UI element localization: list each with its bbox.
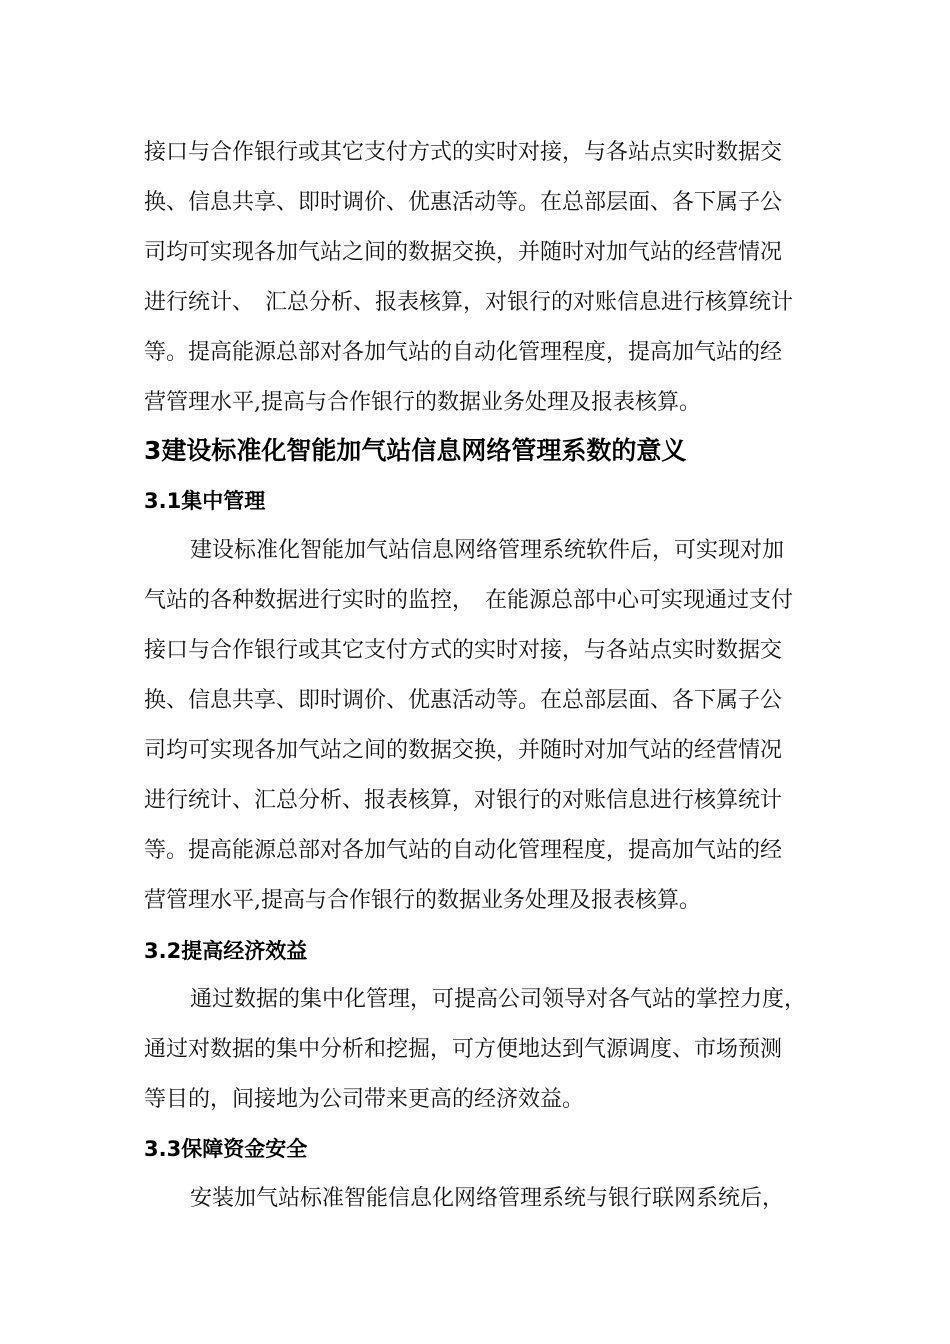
subsection-heading: 3.2提高经济效益 [144,939,308,963]
paragraph-line: 接口与合作银行或其它支付方式的实时对接，与各站点实时数据交 [144,140,783,165]
paragraph-line: 司均可实现各加气站之间的数据交换，并随时对加气站的经营情况 [144,240,783,265]
paragraph-line: 通过数据的集中化管理，可提高公司领导对各气站的掌控力度， [190,987,807,1012]
paragraph-line: 等。提高能源总部对各加气站的自动化管理程度，提高加气站的经 [144,340,783,365]
subsection-heading: 3.3保障资金安全 [144,1137,308,1161]
paragraph-line: 建设标准化智能加气站信息网络管理系统软件后，可实现对加 [190,538,785,563]
paragraph-line: 换、信息共享、即时调价、优惠活动等。在总部层面、各下属子公 [144,190,783,215]
subsection-heading: 3.1集中管理 [144,489,266,513]
paragraph-line: 司均可实现各加气站之间的数据交换，并随时对加气站的经营情况 [144,738,783,763]
paragraph-line: 进行统计、汇总分析、报表核算，对银行的对账信息进行核算统计 [144,788,783,813]
paragraph-line: 营管理水平,提高与合作银行的数据业务处理及报表核算。 [144,888,701,913]
paragraph-line: 接口与合作银行或其它支付方式的实时对接，与各站点实时数据交 [144,638,783,663]
paragraph-line: 进行统计、 汇总分析、报表核算，对银行的对账信息进行核算统计 [144,290,794,315]
paragraph-line: 气站的各种数据进行实时的监控， 在能源总部中心可实现通过支付 [144,588,794,613]
paragraph-line: 等目的，间接地为公司带来更高的经济效益。 [144,1087,585,1112]
section-heading: 3建设标准化智能加气站信息网络管理系数的意义 [144,436,687,465]
paragraph-line: 安装加气站标准智能信息化网络管理系统与银行联网系统后， [190,1186,785,1211]
paragraph-line: 通过对数据的集中分析和挖掘，可方便地达到气源调度、市场预测 [144,1037,783,1062]
paragraph-line: 换、信息共享、即时调价、优惠活动等。在总部层面、各下属子公 [144,688,783,713]
paragraph-line: 营管理水平,提高与合作银行的数据业务处理及报表核算。 [144,390,701,415]
paragraph-line: 等。提高能源总部对各加气站的自动化管理程度，提高加气站的经 [144,838,783,863]
